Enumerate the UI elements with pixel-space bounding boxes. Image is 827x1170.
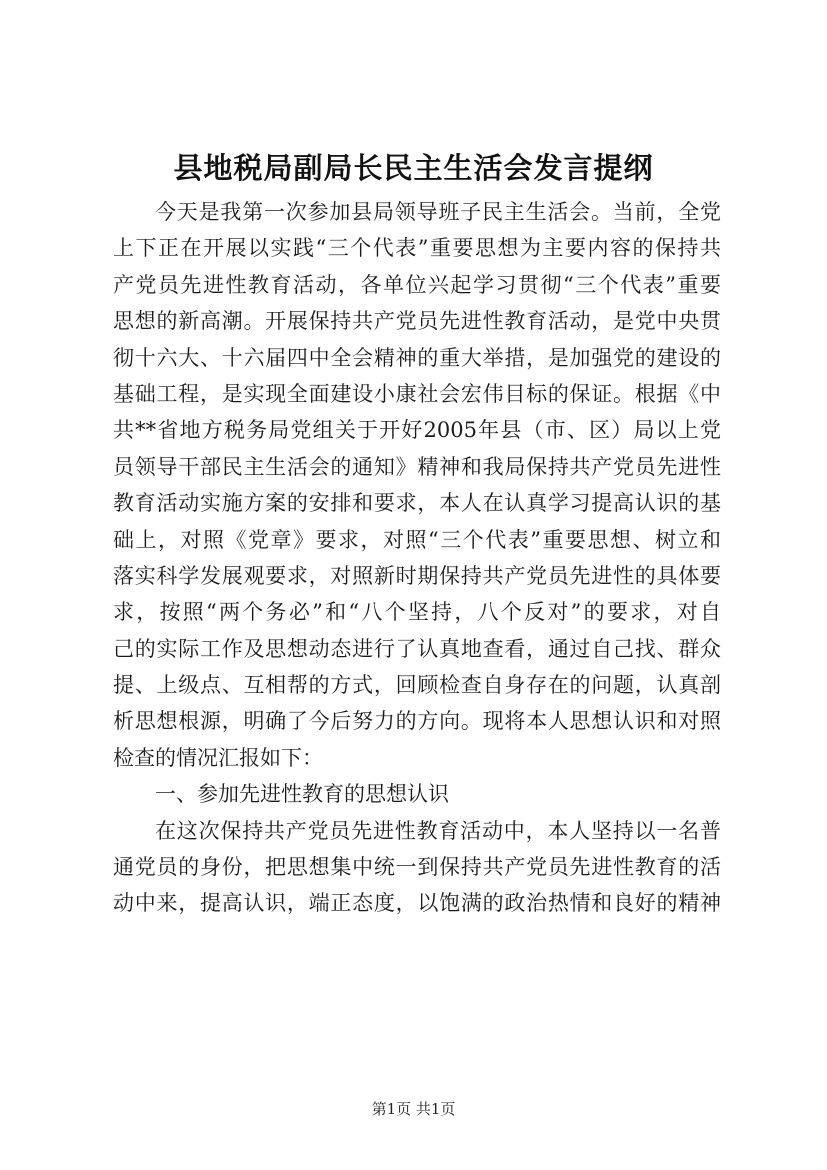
text-line: 提、上级点、互相帮的方式，回顾检查自身存在的问题，认真剖	[113, 673, 721, 698]
text-line: 产党员先进性教育活动，各单位兴起学习贯彻“三个代表”重要	[113, 272, 721, 297]
text-line: 己的实际工作及思想动态进行了认真地查看，通过自己找、群众	[113, 636, 721, 661]
text-line: 在这次保持共产党员先进性教育活动中，本人坚持以一名普	[155, 818, 721, 843]
document-body	[113, 194, 721, 922]
text-line: 今天是我第一次参加县局领导班子民主生活会。当前，全党	[155, 200, 721, 224]
document-title: 县地税局副局长民主生活会发言提纲	[173, 151, 654, 185]
text-line: 础上，对照《党章》要求，对照“三个代表”重要思想、树立和	[113, 527, 721, 552]
text-line: 析思想根源，明确了今后努力的方向。现将本人思想认识和对照	[113, 709, 721, 734]
text-line: 彻十六大、十六届四中全会精神的重大举措，是加强党的建设的	[113, 345, 721, 370]
page-footer: 第1页 共1页	[371, 1100, 456, 1118]
text-line: 共**省地方税务局党组关于开好2005年县（市、区）局以上党	[113, 418, 721, 443]
text-line: 求，按照“两个务必”和“八个坚持，八个反对”的要求，对自	[113, 600, 721, 625]
text-line: 动中来，提高认识，端正态度，以饱满的政治热情和良好的精神	[113, 891, 721, 916]
text-line: 思想的新高潮。开展保持共产党员先进性教育活动，是党中央贯	[113, 309, 721, 334]
text-line: 检查的情况汇报如下：	[113, 745, 323, 770]
text-line: 教育活动实施方案的安排和要求，本人在认真学习提高认识的基	[113, 491, 721, 516]
section-heading: 一、参加先进性教育的思想认识	[155, 782, 449, 807]
text-line: 基础工程，是实现全面建设小康社会宏伟目标的保证。根据《中	[113, 381, 721, 406]
text-line: 上下正在开展以实践“三个代表”重要思想为主要内容的保持共	[113, 236, 721, 261]
text-line: 落实科学发展观要求，对照新时期保持共产党员先进性的具体要	[113, 563, 721, 588]
text-line: 员领导干部民主生活会的通知》精神和我局保持共产党员先进性	[113, 454, 721, 479]
text-line: 通党员的身份，把思想集中统一到保持共产党员先进性教育的活	[113, 855, 721, 880]
